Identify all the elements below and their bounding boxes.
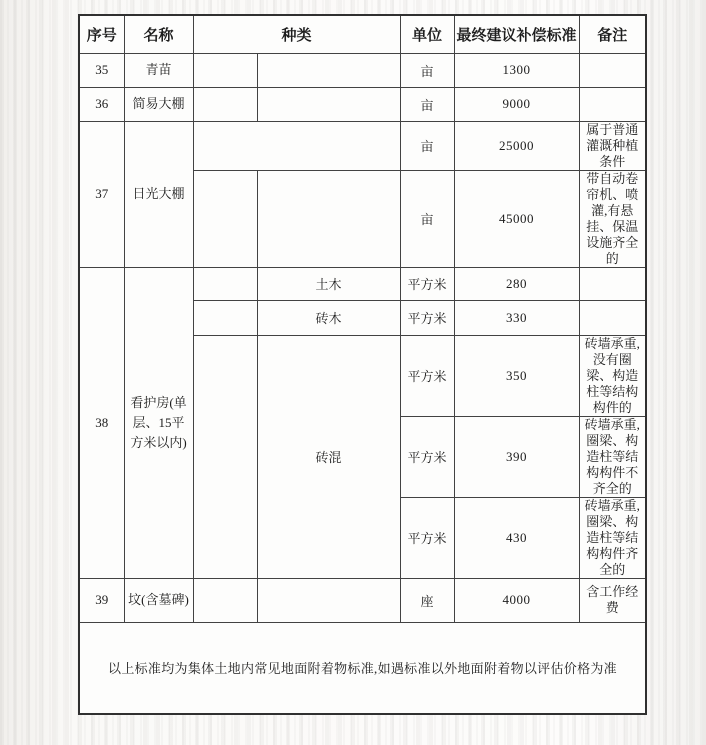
table-row-36 xyxy=(79,87,646,121)
cell-row35-note xyxy=(579,53,646,87)
cell-row39-note: 含工作经费 xyxy=(579,578,646,622)
cell-row37-name: 日光大棚 xyxy=(124,121,193,267)
cell-row38-sub4-standard: 390 xyxy=(454,416,579,497)
header-note: 备注 xyxy=(579,15,646,53)
cell-row35-standard: 1300 xyxy=(454,53,579,87)
cell-row39-name: 坟(含墓碑) xyxy=(124,578,193,622)
cell-row36-seq: 36 xyxy=(79,87,124,121)
cell-row37-sub2-type-b xyxy=(257,170,400,267)
cell-row37-sub2-unit: 亩 xyxy=(400,170,454,267)
cell-row37-sub2-type-a xyxy=(193,170,257,267)
cell-row38-sub2-type: 砖木 xyxy=(257,300,400,335)
table-footer-row xyxy=(79,622,646,714)
cell-row38-sub1-type-a xyxy=(193,267,257,300)
cell-row38-sub2-note xyxy=(579,300,646,335)
cell-row37-seq: 37 xyxy=(79,121,124,267)
table-row-35 xyxy=(79,53,646,87)
cell-row39-unit: 座 xyxy=(400,578,454,622)
cell-row36-type-a xyxy=(193,87,257,121)
cell-row36-name: 简易大棚 xyxy=(124,87,193,121)
cell-row38-brickmix-type: 砖混 xyxy=(257,335,400,578)
cell-row38-sub5-unit: 平方米 xyxy=(400,497,454,578)
cell-row38-sub2-type-a xyxy=(193,300,257,335)
cell-row37-sub2-note: 带自动卷帘机、喷灌,有悬挂、保温设施齐全的 xyxy=(579,170,646,267)
cell-row36-unit: 亩 xyxy=(400,87,454,121)
cell-row35-unit: 亩 xyxy=(400,53,454,87)
cell-row37-sub1-standard: 25000 xyxy=(454,121,579,170)
cell-row37-sub1-unit: 亩 xyxy=(400,121,454,170)
cell-row35-name: 青苗 xyxy=(124,53,193,87)
header-row xyxy=(79,15,646,53)
cell-row39-seq: 39 xyxy=(79,578,124,622)
cell-row38-seq: 38 xyxy=(79,267,124,578)
cell-row35-type-a xyxy=(193,53,257,87)
cell-row38-brickmix-type-a xyxy=(193,335,257,578)
cell-row38-sub3-note: 砖墙承重,没有圈梁、构造柱等结构构件的 xyxy=(579,335,646,416)
table-row-39 xyxy=(79,578,646,622)
header-standard: 最终建议补偿标准 xyxy=(454,15,579,53)
cell-row38-sub3-standard: 350 xyxy=(454,335,579,416)
cell-row36-type-b xyxy=(257,87,400,121)
cell-row39-type-b xyxy=(257,578,400,622)
cell-row38-sub2-standard: 330 xyxy=(454,300,579,335)
cell-row36-note xyxy=(579,87,646,121)
table-row-37-sub1 xyxy=(79,121,646,170)
header-type: 种类 xyxy=(193,15,400,53)
cell-row37-sub1-note: 属于普通灌溉种植条件 xyxy=(579,121,646,170)
table-row-38-sub1 xyxy=(79,267,646,300)
cell-row37-sub2-standard: 45000 xyxy=(454,170,579,267)
compensation-table xyxy=(78,14,647,715)
footer-note: 以上标准均为集体土地内常见地面附着物标准,如遇标准以外地面附着物以评估价格为准 xyxy=(79,622,646,714)
cell-row36-standard: 9000 xyxy=(454,87,579,121)
cell-row38-sub1-unit: 平方米 xyxy=(400,267,454,300)
cell-row38-sub2-unit: 平方米 xyxy=(400,300,454,335)
header-unit: 单位 xyxy=(400,15,454,53)
cell-row37-sub1-type xyxy=(193,121,400,170)
cell-row38-sub5-standard: 430 xyxy=(454,497,579,578)
cell-row38-sub1-note xyxy=(579,267,646,300)
cell-row38-sub3-unit: 平方米 xyxy=(400,335,454,416)
cell-row39-type-a xyxy=(193,578,257,622)
cell-row35-type-b xyxy=(257,53,400,87)
header-name: 名称 xyxy=(124,15,193,53)
cell-row38-sub1-standard: 280 xyxy=(454,267,579,300)
cell-row38-sub1-type: 土木 xyxy=(257,267,400,300)
cell-row38-sub4-note: 砖墙承重,圈梁、构造柱等结构构件不齐全的 xyxy=(579,416,646,497)
cell-row38-name: 看护房(单层、15平方米以内) xyxy=(124,267,193,578)
cell-row38-sub5-note: 砖墙承重,圈梁、构造柱等结构构件齐全的 xyxy=(579,497,646,578)
cell-row35-seq: 35 xyxy=(79,53,124,87)
cell-row38-sub4-unit: 平方米 xyxy=(400,416,454,497)
cell-row39-standard: 4000 xyxy=(454,578,579,622)
header-seq: 序号 xyxy=(79,15,124,53)
